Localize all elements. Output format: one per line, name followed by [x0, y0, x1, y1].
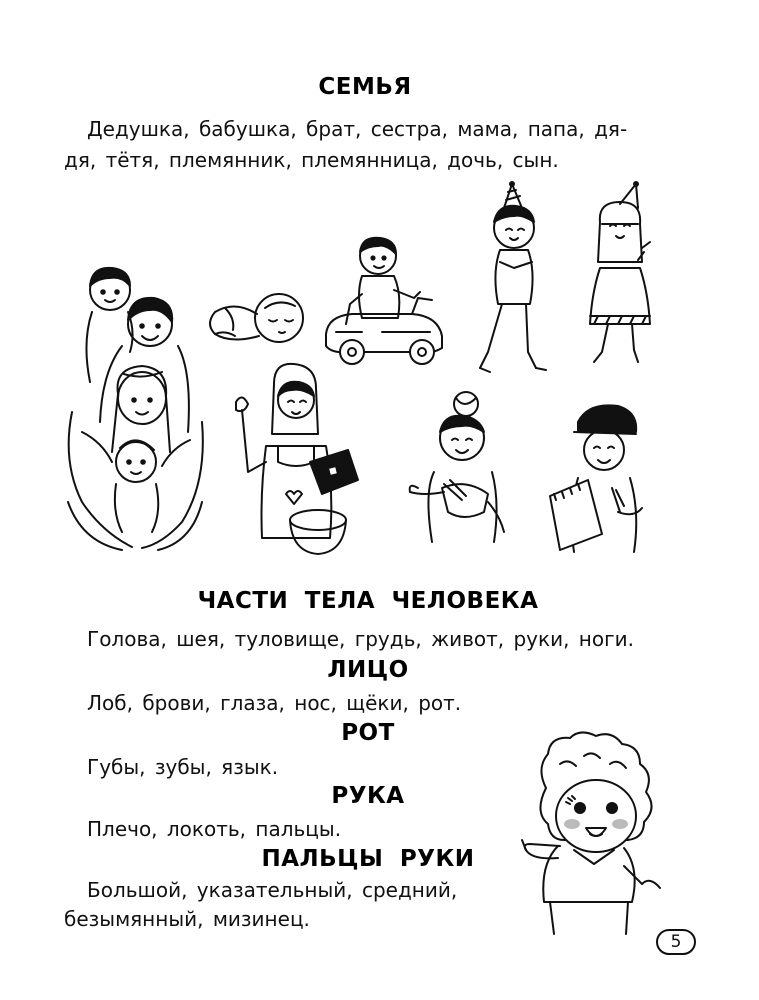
family-text-line-1: Дедушка, бабушка, брат, сестра, мама, папа, дя- — [87, 117, 628, 141]
toddler-ride-on-car-icon — [322, 234, 448, 374]
fingers-title: ПАЛЬЦЫ РУКИ — [261, 846, 475, 872]
boy-party-hat-icon — [478, 182, 550, 378]
fingers-text-line-2: безымянный, мизинец. — [64, 907, 310, 931]
curly-child-pointing-icon — [520, 728, 668, 938]
arm-text: Плечо, локоть, пальцы. — [87, 817, 342, 841]
body-parts-title: ЧАСТИ ТЕЛА ЧЕЛОВЕКА — [197, 588, 539, 614]
mouth-title: РОТ — [341, 720, 395, 746]
body-parts-text: Голова, шея, туловище, грудь, живот, руки, ноги. — [87, 627, 634, 651]
family-stack-icon — [62, 262, 207, 552]
arm-title: РУКА — [331, 783, 405, 809]
page-number: 5 — [656, 929, 696, 955]
sleeping-baby-icon — [205, 290, 313, 350]
boy-cap-notepad-icon — [548, 402, 648, 552]
face-title: ЛИЦО — [327, 657, 409, 683]
woman-whisking-bowl-icon — [404, 392, 506, 542]
family-text-line-2: дя, тётя, племянник, племянница, дочь, сын. — [64, 148, 559, 172]
mouth-text: Губы, зубы, язык. — [87, 755, 279, 779]
girl-party-hat-icon — [580, 182, 660, 370]
fingers-text-line-1: Большой, указательный, средний, — [87, 878, 458, 902]
woman-cooking-icon — [230, 362, 358, 556]
family-title: СЕМЬЯ — [318, 74, 412, 100]
face-text: Лоб, брови, глаза, нос, щёки, рот. — [87, 691, 462, 715]
